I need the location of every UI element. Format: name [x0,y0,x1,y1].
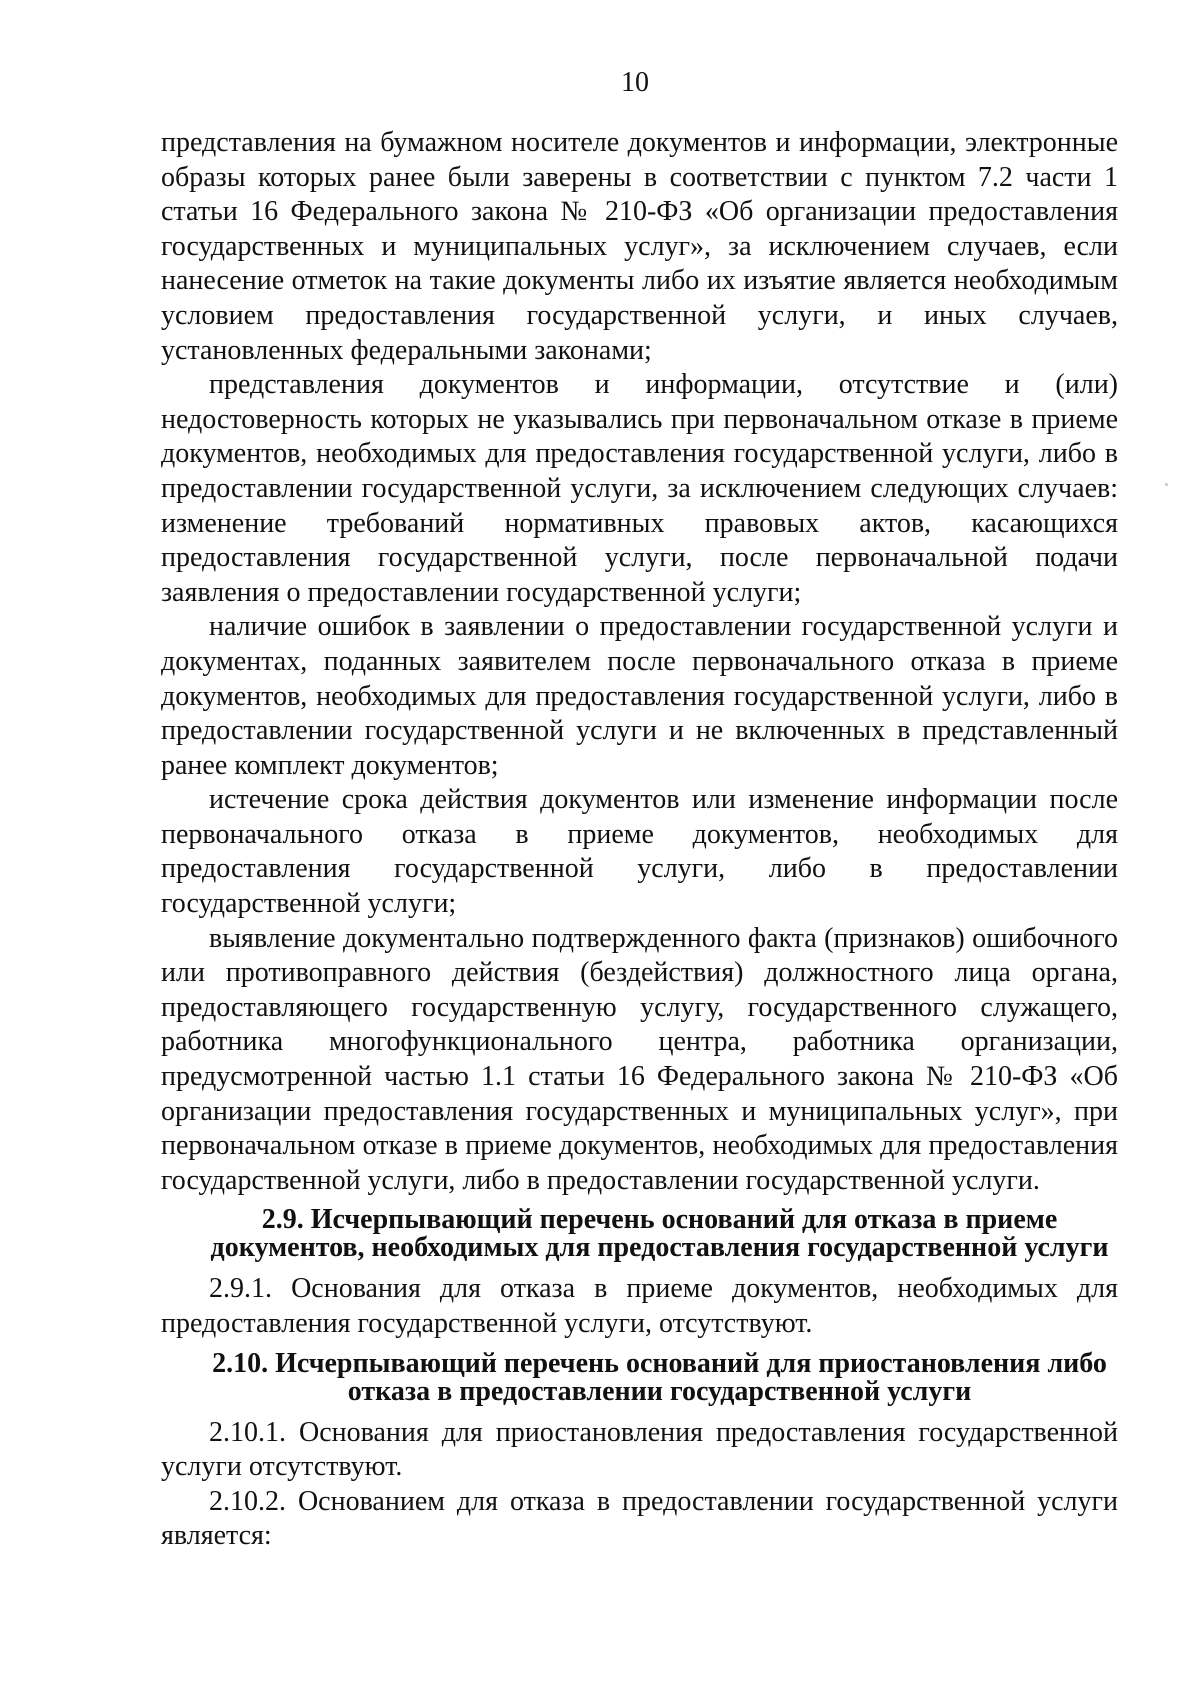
document-body [161,126,1118,1554]
section-heading-2-9: 2.9. Исчерпывающий перечень оснований для отказа в приеме документов, необходимых для предоставления государственной услуги [210,1204,1109,1264]
section-heading-2-10: 2.10. Исчерпывающий перечень оснований для приостановления либо отказа в предоставлении государственной услуги [212,1347,1107,1407]
paragraph-missing-documents: представления документов и информации, отсутствие и (или) недостоверность которых не указывались при первоначальном отказе в приеме документов, необходимых для предоставления государственной услуги, либо в предоставлении государственной услуги, за исключением следующих случаев: изменение требований нормативных правовых актов, касающихся предоставления государственной услуги, после первоначальной подачи заявления о предоставлении государственной услуги; [161,369,1118,608]
paragraph-paper-documents: представления на бумажном носителе документов и информации, электронные образы которых ранее были заверены в соответствии с пунктом 7.2 части 1 статьи 16 Федерального закона № 210-ФЗ «Об организации предоставления государственных и муниципальных услуг», за исключением случаев, если нанесение отметок на такие документы либо их изъятие является необходимым условием предоставления государственной услуги, и иных случаев, установленных федеральными законами; [161,127,1118,366]
paragraph-official-misconduct: выявление документально подтвержденного факта (признаков) ошибочного или противоправного действия (бездействия) должностного лица органа, предоставляющего государственную услугу, государственного служащего, работника многофункционального центра, работника организации, предусмотренной частью 1.1 статьи 16 Федерального закона № 210-ФЗ «Об организации предоставления государственных и муниципальных услуг», при первоначальном отказе в приеме документов, необходимых для предоставления государственной услуги, либо в предоставлении государственной услуги. [161,922,1118,1196]
paragraph-2-9-1: 2.9.1. Основания для отказа в приеме документов, необходимых для предоставления государственной услуги, отсутствуют. [161,1273,1118,1339]
page-number: 10 [621,67,649,98]
paragraph-expiry-of-documents: истечение срока действия документов или изменение информации после первоначального отказа в приеме документов, необходимых для предоставления государственной услуги, либо в предоставлении государственной услуги; [161,784,1118,920]
paragraph-2-10-1: 2.10.1. Основания для приостановления предоставления государственной услуги отсутствуют. [161,1416,1118,1483]
paragraph-2-10-2: 2.10.2. Основанием для отказа в предоставлении государственной услуги является: [161,1485,1118,1552]
scan-speck-mark [1165,483,1168,486]
paragraph-errors-in-application: наличие ошибок в заявлении о предоставлении государственной услуги и документах, поданных заявителем после первоначального отказа в приеме документов, необходимых для предоставления государственной услуги, либо в предоставлении государственной услуги и не включенных в представленный ранее комплект документов; [161,611,1118,781]
